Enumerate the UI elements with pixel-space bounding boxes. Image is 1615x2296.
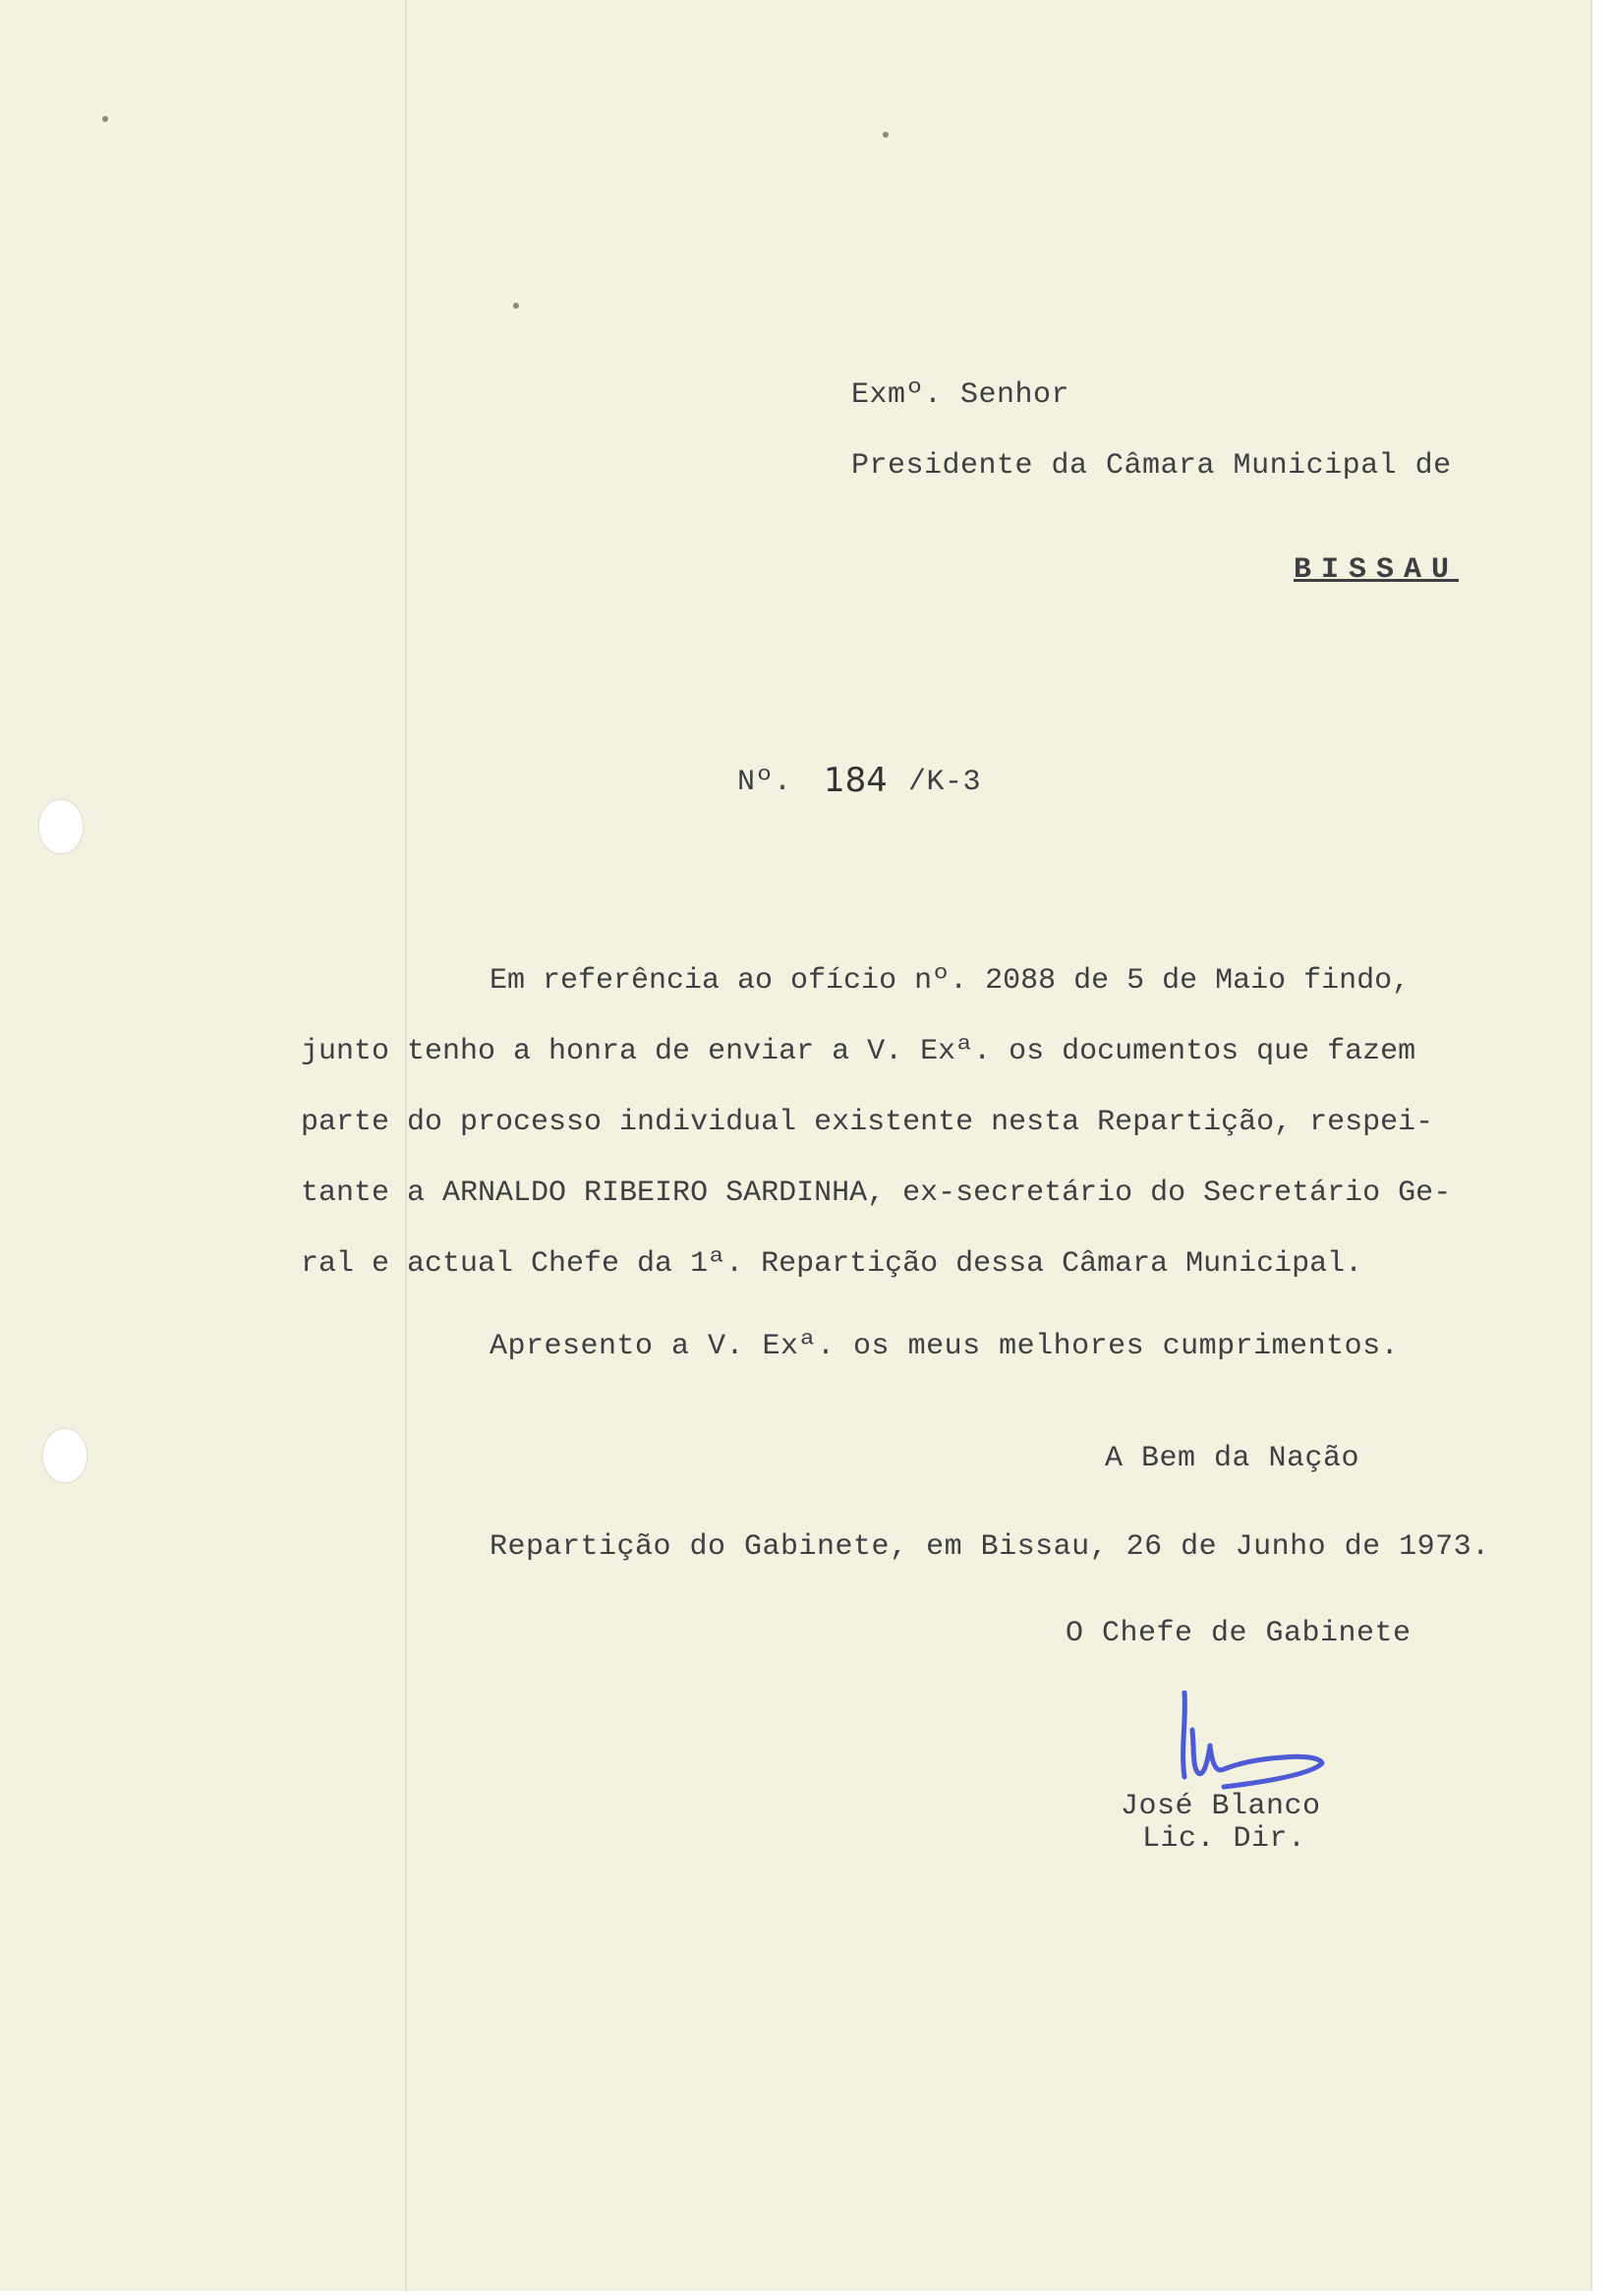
body-line: Em referência ao ofício nº. 2088 de 5 de Maio findo, [490,964,1411,998]
body-line: parte do processo individual existente nesta Repartição, respei- [301,1106,1434,1139]
body-line: junto tenho a honra de enviar a V. Exª. os documentos que fazem [301,1035,1416,1068]
handwritten-signature [1165,1691,1342,1799]
addressee-city: BISSAU [1294,553,1460,587]
body-line: tante a ARNALDO RIBEIRO SARDINHA, ex-secretário do Secretário Ge- [301,1177,1452,1210]
punch-hole-bottom [41,1427,88,1484]
paper-speck [883,132,889,138]
addressee-line: Presidente da Câmara Municipal de [851,449,1452,483]
place-date: Repartição do Gabinete, em Bissau, 26 de Junho de 1973. [490,1530,1490,1564]
reference-suffix: /K-3 [908,766,982,799]
signatory-role: O Chefe de Gabinete [1066,1617,1412,1650]
reference-label: Nº. [737,766,792,799]
letter-body [301,963,1549,1317]
paper-speck [102,116,108,122]
reference-number-handwritten: 184 [824,761,888,800]
signatory-title: Lic. Dir. [1142,1822,1306,1856]
salutation: Exmº. Senhor [851,378,1070,412]
body-line: ral e actual Chefe da 1ª. Repartição dessa Câmara Municipal. [301,1247,1363,1281]
punch-hole-top [37,798,85,855]
motto: A Bem da Nação [1105,1442,1360,1475]
signatory-name: José Blanco [1121,1790,1321,1823]
closing-line: Apresento a V. Exª. os meus melhores cumprimentos. [490,1330,1400,1363]
paper-speck [513,303,519,309]
